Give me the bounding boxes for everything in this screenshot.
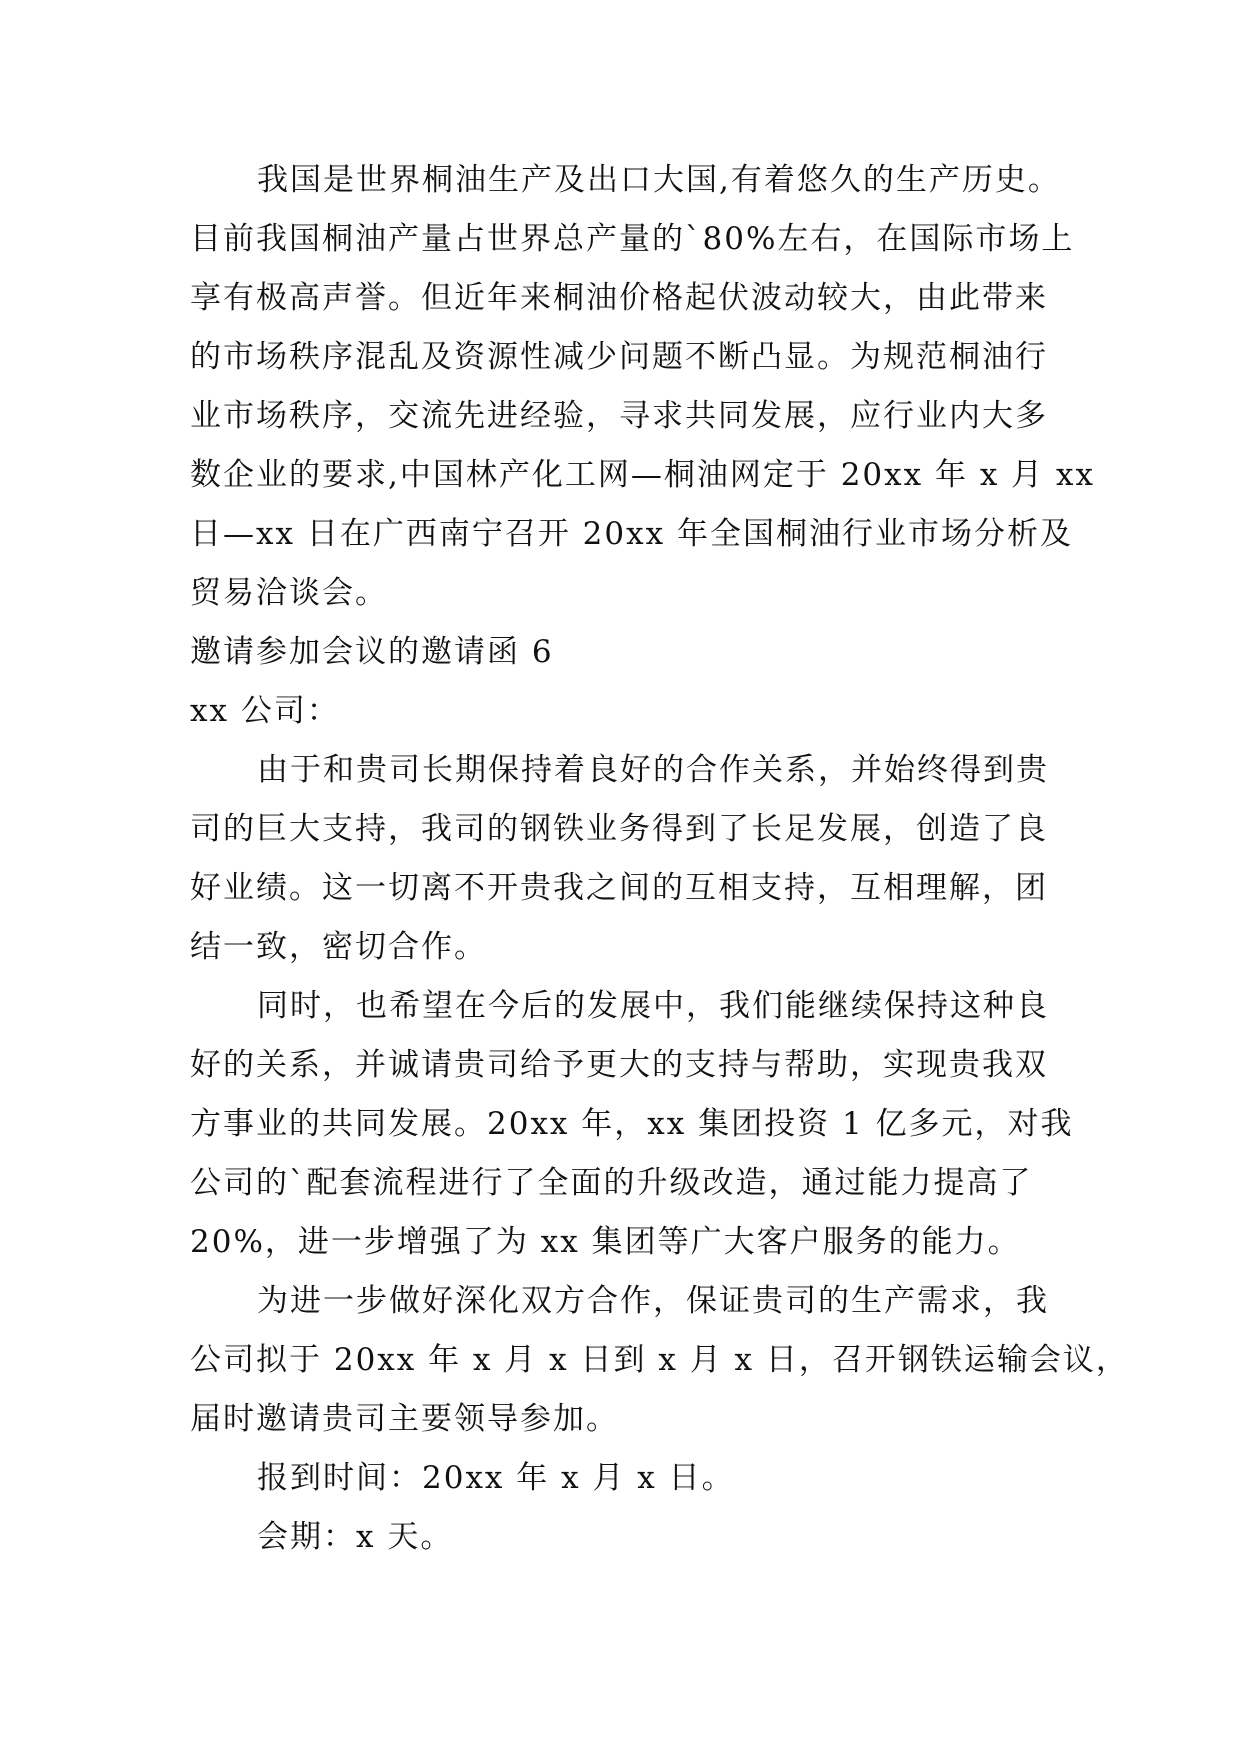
paragraph-line: 公司的`配套流程进行了全面的升级改造，通过能力提高了 xyxy=(190,1165,1033,1201)
paragraph-line: 日—xx 日在广西南宁召开 20xx 年全国桐油行业市场分析及 xyxy=(190,516,1073,552)
paragraph-line: 数企业的要求,中国林产化工网—桐油网定于 20xx 年 x 月 xx xyxy=(190,457,1095,493)
paragraph-line: 好业绩。这一切离不开贵我之间的互相支持，互相理解，团 xyxy=(190,870,1048,906)
paragraph-line: 贸易洽谈会。 xyxy=(190,575,388,611)
paragraph-line: 好的关系，并诚请贵司给予更大的支持与帮助，实现贵我双 xyxy=(190,1047,1048,1083)
paragraph-line: 我国是世界桐油生产及出口大国,有着悠久的生产历史。 xyxy=(257,162,1061,198)
paragraph-line: 方事业的共同发展。20xx 年，xx 集团投资 1 亿多元，对我 xyxy=(190,1106,1074,1142)
paragraph-line: 公司拟于 20xx 年 x 月 x 日到 x 月 x 日，召开钢铁运输会议， xyxy=(190,1342,1129,1378)
paragraph-line: 享有极高声誉。但近年来桐油价格起伏波动较大，由此带来 xyxy=(190,280,1048,316)
salutation: xx 公司： xyxy=(190,693,340,729)
paragraph-line: 业市场秩序，交流先进经验，寻求共同发展，应行业内大多 xyxy=(190,398,1048,434)
paragraph-line: 目前我国桐油产量占世界总产量的`80%左右，在国际市场上 xyxy=(190,221,1075,257)
paragraph-line: 20%，进一步增强了为 xx 集团等广大客户服务的能力。 xyxy=(190,1224,1021,1260)
paragraph-line: 的市场秩序混乱及资源性减少问题不断凸显。为规范桐油行 xyxy=(190,339,1048,375)
paragraph-line: 为进一步做好深化双方合作，保证贵司的生产需求，我 xyxy=(257,1283,1049,1319)
paragraph-line: 届时邀请贵司主要领导参加。 xyxy=(190,1401,619,1437)
paragraph-line: 同时，也希望在今后的发展中，我们能继续保持这种良 xyxy=(257,988,1049,1024)
paragraph-line: 结一致，密切合作。 xyxy=(190,929,487,965)
paragraph-line: 司的巨大支持，我司的钢铁业务得到了长足发展，创造了良 xyxy=(190,811,1048,847)
meeting-duration: 会期：x 天。 xyxy=(257,1519,454,1555)
registration-time: 报到时间：20xx 年 x 月 x 日。 xyxy=(257,1460,735,1496)
section-heading: 邀请参加会议的邀请函 6 xyxy=(190,634,554,670)
paragraph-line: 由于和贵司长期保持着良好的合作关系，并始终得到贵 xyxy=(257,752,1049,788)
